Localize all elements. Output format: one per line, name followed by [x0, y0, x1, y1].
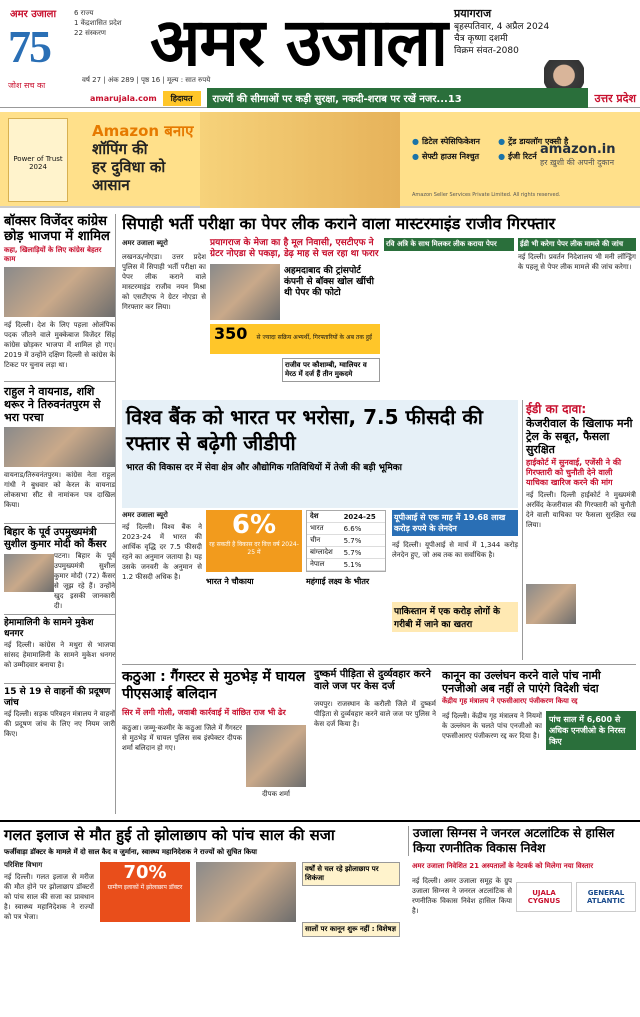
ad-fineprint: Amazon Seller Services Private Limited. All rights reserved. — [412, 192, 561, 198]
edition-item: 22 संस्करण — [74, 29, 106, 37]
table-row: नेपाल 5.1% — [307, 559, 385, 571]
site-url-link[interactable]: amarujala.com — [90, 93, 157, 103]
story-headline[interactable]: 15 से 19 से वाहनों की प्रदूषण जांच — [4, 687, 111, 708]
table-header: देश — [307, 511, 341, 523]
left-column — [4, 214, 116, 814]
ujala-headline[interactable]: उजाला सिग्नस ने जनरल अटलांटिक से हासिल किया रणनीतिक विकास निवेश — [408, 826, 636, 856]
story-body: नई दिल्ली। दिल्ली हाईकोर्ट ने मुख्यमंत्री अरविंद केजरीवाल की गिरफ्तारी को चुनौती देने वाली याचिका पर फैसला सुरक्षित रख लिया। — [526, 491, 636, 529]
growth-table — [306, 510, 386, 572]
worldbank-story — [122, 510, 518, 660]
general-atlantic-logo: GENERAL ATLANTIC — [576, 882, 636, 912]
ujala-subhead: अमर उजाला निवेशित 21 अस्पतालों के नेटवर्क को मिलेगा नया विस्तार — [412, 862, 594, 870]
city-name: प्रयागराज — [454, 7, 492, 20]
ad-family-photo — [200, 112, 400, 208]
byline: परिशिष्ट विभाग — [4, 861, 43, 869]
logo-tagline: जोश सच का — [8, 81, 46, 90]
growth-figure: 6% — [231, 510, 277, 540]
story-body: नई दिल्ली। देश के लिए पहला ओलंपिक पदक जीतने वाले मुक्केबाज विजेंदर सिंह कांग्रेस छोड़कर भाजपा में शामिल हो गए। 2019 में उन्होंने दक्षिण दिल्ली से कांग्रेस के टिकट पर चुनाव लड़ा था। — [4, 321, 115, 369]
worldbank-subhead: भारत की विकास दर में सेवा क्षेत्र और औद्योगिक गतिविधियों में तेजी की बड़ी भूमिका — [126, 463, 402, 473]
ad-line: हर दुविधा को — [92, 158, 166, 176]
section-label: हिदायत — [163, 91, 201, 106]
story-body: नई दिल्ली। विश्व बैंक ने 2023-24 में भारत की आर्थिक वृद्धि दर 7.5 फीसदी रहने का अनुमान जताया है। यह उसके जनवरी के अनुमान से 1.2 फीसदी अधिक है। — [122, 523, 202, 581]
pakistan-headline[interactable]: पाकिस्तान में एक करोड़ लोगों के गरीबी में जाने का खतरा — [392, 602, 518, 632]
lead-headline[interactable]: सिपाही भर्ती परीक्षा का पेपर लीक कराने वाला मास्टरमाइंड राजीव गिरफ्तार — [122, 214, 556, 233]
table-header: 2024-25 — [341, 511, 385, 523]
brand-name: amazon.in — [540, 142, 616, 157]
ad-line: Amazon बनाए — [92, 122, 194, 140]
quack-subhead: फर्जीवाड़ा डॉक्टर के मामले में दो साल कैद व जुर्माना, स्वास्थ्य महानिदेशक ने राज्यों को सुचित किया — [4, 848, 257, 856]
story-body: वायनाड/तिरुवनंतपुरम। कांग्रेस नेता राहुल गांधी ने बुधवार को केरल के वायनाड लोकसभा सीट से नामांकन पत्र दाखिल किया। — [4, 471, 115, 509]
brand-tagline: हर ख़ुशी की अपनी दुकान — [540, 158, 615, 167]
stat-figure: 70% — [123, 862, 167, 883]
growth-badge — [206, 510, 302, 572]
samvat: विक्रम संवत-2080 — [454, 46, 519, 56]
kejriwal-photo — [526, 584, 576, 624]
issue-meta: वर्ष 27 | अंक 289 | पृष्ठ 16 | मूल्य : सात रुपये — [82, 76, 211, 84]
byline: अमर उजाला ब्यूरो — [122, 239, 168, 247]
edition-item: 6 राज्य — [74, 9, 94, 17]
stat-note: ग्रामीण इलाकों में झोलाछाप डॉक्टर — [107, 884, 183, 891]
story-body: नई दिल्ली। सड़क परिवहन मंत्रालय ने वाहनों की प्रदूषण जांच के लिए नए नियम जारी किए। — [4, 710, 115, 738]
newspaper-title: अमर उजाला — [150, 3, 447, 81]
ujala-cygnus-logo: UJALA CYGNUS — [516, 882, 572, 912]
judge-headline[interactable]: दुष्कर्म पीड़िता से दुर्व्यवहार करने वाले जज पर केस दर्ज — [314, 669, 431, 692]
worldbank-headline[interactable]: विश्व बैंक को भारत पर भरोसा, 7.5 फीसदी की रफ्तार से बढ़ेगी जीडीपी — [126, 405, 483, 455]
upi-headline[interactable]: यूपीआई से एक माह में 19.68 लाख करोड़ रुपये के लेनदेन — [392, 510, 518, 536]
lead-subhead2: अहमदाबाद की ट्रांसपोर्ट कंपनी से बॉक्स खोल खींची थी पेपर की फोटो — [284, 266, 374, 298]
lead-subhead: प्रयागराज के मेजा का है मूल निवासी, एसटीएफ ने ग्रेटर नोएडा से पकड़ा, डेढ़ माह से चल रहा था फरार — [210, 238, 379, 259]
reward-note: से ज्यादा सक्रिय अभ्यर्थी, गिरफ्तारियों के अब तक हुईं — [256, 334, 372, 341]
worldbank-banner — [122, 400, 518, 508]
kathua-headline[interactable]: कठुआ : गैंगस्टर से मुठभेड़ में घायल पीएसआई बलिदान — [122, 669, 306, 702]
story-body: लखनऊ/नोएडा। उत्तर प्रदेश पुलिस में सिपाही भर्ती परीक्षा का पेपर लीक कराने वाले मास्टरमाइंड राजीव नयन मिश्रा को एसटीएफ ने ग्रेटर नोएडा से गिरफ्तार कर लिया। — [122, 253, 206, 311]
table-row: बांग्लादेश 5.7% — [307, 547, 385, 559]
story-body: कठुआ। जम्मू-कश्मीर के कठुआ जिले में गैंगस्टर से मुठभेड़ में घायल पुलिस सब इंस्पेक्टर दीपक शर्मा बलिदान हो गए। — [122, 724, 242, 752]
growth-note: रह सकती है विकास दर वित्त वर्ष 2024-25 में — [209, 541, 299, 556]
side-box: सालों पर कानून शुरू नहीं : विशेषज्ञ — [302, 922, 400, 937]
top-strip — [0, 88, 640, 108]
ad-feature: ● ट्रेंड डायलॉग एक्सी है — [498, 136, 568, 147]
story-body: जयपुर। राजस्थान के करौली जिले में दुष्कर्म पीड़िता से दुर्व्यवहार करने वाले जज पर पुलिस ने केस दर्ज किया है। — [314, 700, 436, 728]
lead-story — [122, 238, 636, 398]
accused-photo — [210, 264, 280, 320]
story-subhead: कहा, खिलाड़ियों के लिए कांग्रेस बेहतर काम — [4, 246, 102, 263]
byline: अमर उजाला ब्यूरो — [122, 511, 168, 519]
side-box: वर्षों से चल रहे झोलाछाप पर शिकंजा — [302, 862, 400, 886]
story-body: नई दिल्ली। अमर उजाला समूह के ग्रुप उजाला सिग्नस ने जनरल अटलांटिक से रणनीतिक विकास निवेश हासिल किया है। — [412, 877, 512, 915]
photo-caption: दीपक शर्मा — [262, 790, 290, 798]
table-row: चीन 5.7% — [307, 535, 385, 547]
ed-subhead: हाईकोर्ट में सुनवाई, एजेंसी ने की गिरफ्तारी को चुनौती देने वाली याचिका खारिज करने की मांग — [526, 458, 622, 487]
reward-number: 350 — [214, 324, 248, 343]
kathua-subhead: सिर में लगी गोली, जवाबी कार्रवाई में वांछित राज भी ढेर — [122, 708, 286, 717]
vijender-photo — [4, 267, 115, 317]
col-subhead: भारत ने चौकाया — [206, 577, 254, 586]
quack-headline[interactable]: गलत इलाज से मौत हुई तो झोलाछाप को पांच साल की सजा — [4, 826, 335, 844]
story-body: नई दिल्ली। कांग्रेस ने मथुरा से भाजपा सांसद हेमामालिनी के सामने मुकेश धनगर को उम्मीदवार बनाया है। — [4, 641, 115, 669]
side-box-title: ईडी भी करेगा पेपर लीक मामले की जांच — [518, 238, 636, 251]
ed-story — [522, 400, 636, 660]
dateline — [454, 6, 549, 57]
side-box-title: रवि अत्रि के साथ मिलकर लीक कराया पेपर — [384, 238, 514, 251]
cases-box: राजीव पर कौशाम्बी, ग्वालियर व मेरठ में दर्ज हैं तीन मुकदमे — [282, 358, 380, 382]
col-subhead: महंगाई लक्ष्य के भीतर — [306, 577, 370, 586]
ngo-headline[interactable]: कानून का उल्लंघन करने वाले पांच नामी एनजीओ अब नहीं ले पाएंगे विदेशी चंदा — [442, 669, 601, 695]
rahul-photo — [4, 427, 115, 467]
quack-stat-box — [100, 862, 190, 922]
deepak-photo — [246, 725, 306, 787]
story-headline[interactable]: राहुल ने वायनाड, शशि थरूर ने तिरुवनंतपुरम से भरा परचा — [4, 385, 101, 424]
story-headline[interactable]: बॉक्सर विजेंदर कांग्रेस छोड़ भाजपा में शामिल — [4, 214, 110, 244]
amazon-logo — [540, 142, 616, 168]
amazon-advertisement[interactable] — [0, 112, 640, 208]
edition-item: 1 केंद्रशासित प्रदेश — [74, 19, 122, 27]
middle-row — [122, 664, 636, 816]
ed-headline[interactable]: केजरीवाल के खिलाफ मनी ट्रेल के सबूत, फैसला सुरक्षित — [526, 417, 633, 456]
ngo-subhead: केंद्रीय गृह मंत्रालय ने एफसीआरए पंजीकरण किया रद्द — [442, 697, 578, 705]
story-body: नई दिल्ली। प्रवर्तन निदेशालय भी मनी लॉन्ड्रिंग के पहलू से पेपर लीक मामले की जांच करेगा। — [518, 253, 636, 271]
ad-feature: ● ईजी रिटर्न — [498, 151, 568, 162]
ad-line: आसान — [92, 176, 130, 194]
ad-headline — [92, 122, 193, 194]
issue-date: बृहस्पतिवार, 4 अप्रैल 2024 — [454, 22, 550, 32]
ed-kicker: ईडी का दावा: — [526, 402, 587, 416]
ngo-stat-box: पांच साल में 6,600 से अधिक एनजीओ के निरस्त किए — [546, 711, 636, 750]
state-label: उत्तर प्रदेश — [594, 91, 636, 105]
anniversary-logo: 75 — [8, 21, 50, 72]
table-row: भारत 6.6% — [307, 523, 385, 535]
story-body: पटना। बिहार के पूर्व उपमुख्यमंत्री सुशील कुमार मोदी (72) कैंसर से जूझ रहे हैं। उन्होंने खुद इसकी जानकारी दी। — [54, 552, 115, 610]
hindu-date: चैत्र कृष्णा दशमी — [454, 34, 508, 44]
ad-feature: ● सेफ्टी हाउस निश्चुत — [412, 151, 482, 162]
story-headline[interactable]: बिहार के पूर्व उपमुख्यमंत्री सुशील कुमार मोदी को कैंसर — [4, 527, 107, 550]
editions-list — [74, 8, 122, 38]
strip-headline[interactable]: राज्यों की सीमाओं पर कड़ी सुरक्षा, नकदी-शराब पर रखें नजर...13 — [207, 88, 589, 108]
doctor-photo — [196, 862, 296, 922]
ad-feature: ● डिटेल स्पेसिफिकेशन — [412, 136, 482, 147]
bottom-section — [0, 820, 640, 1017]
story-body: नई दिल्ली। गलत इलाज से मरीज की मौत होने पर झोलाछाप डॉक्टरों को पांच साल की सजा का प्रावधान है। स्वास्थ्य महानिदेशक ने राज्यों को पत्र भेजा। — [4, 873, 94, 921]
masthead — [0, 0, 640, 108]
story-body: नई दिल्ली। केंद्रीय गृह मंत्रालय ने नियमों के उल्लंघन के चलते पांच एनजीओ का एफसीआरए पंजीकरण रद्द कर दिया है। — [442, 712, 542, 740]
logo-brand-small: अमर उजाला — [10, 9, 57, 20]
reward-box — [210, 324, 380, 354]
story-headline[interactable]: हेमामालिनी के सामने मुकेश धनगर — [4, 618, 94, 639]
trust-badge: Power of Trust 2024 — [8, 118, 68, 202]
ad-line: शॉपिंग की — [92, 140, 148, 158]
story-body: नई दिल्ली। यूपीआई से मार्च में 1,344 करोड़ लेनदेन हुए, जो अब तक का सर्वाधिक है। — [392, 541, 518, 559]
modi-photo — [4, 554, 54, 592]
